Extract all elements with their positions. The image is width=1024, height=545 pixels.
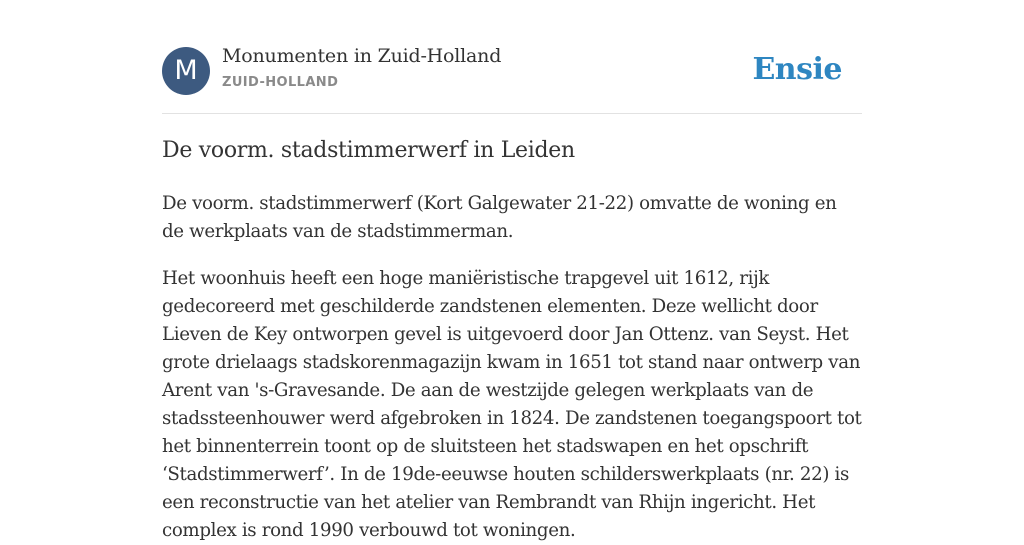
content-column: [162, 0, 862, 541]
source-title[interactable]: Monumenten in Zuid-Holland: [222, 45, 502, 67]
article-title: De voorm. stadstimmerwerf in Leiden: [162, 138, 575, 163]
source-avatar[interactable]: M: [162, 47, 210, 95]
ensie-logo[interactable]: Ensie: [752, 52, 842, 87]
article-paragraph-1: De voorm. stadstimmerwerf (Kort Galgewater 21-22) omvatte de woning en de werkplaats van de stadstimmerman.: [162, 193, 837, 242]
source-subtitle: ZUID-HOLLAND: [222, 75, 339, 90]
article-paragraph-2: Het woonhuis heeft een hoge maniëristische trapgevel uit 1612, rijk gedecoreerd met geschilderde zandstenen elementen. Deze wellicht door Lieven de Key ontworpen gevel is uitgevoerd door Jan Ottenz. van Seyst. Het grote drielaags stadskorenmagazijn kwam in 1651 tot stand naar ontwerp van Arent van 's-Gravesande. De aan de westzijde gelegen werkplaats van de stadssteenhouwer werd afgebroken in 1824. De zandstenen toegangspoort tot het binnenterrein toont op de sluitsteen het stadswapen en het opschrift ‘Stadstimmerwerf’. In de 19de-eeuwse houten schilderswerkplaats (nr. 22) is een reconstructie van het atelier van Rembrandt van Rhijn ingericht. Het complex is rond 1990 verbouwd tot woningen.: [162, 268, 862, 541]
source-header: [162, 0, 862, 114]
